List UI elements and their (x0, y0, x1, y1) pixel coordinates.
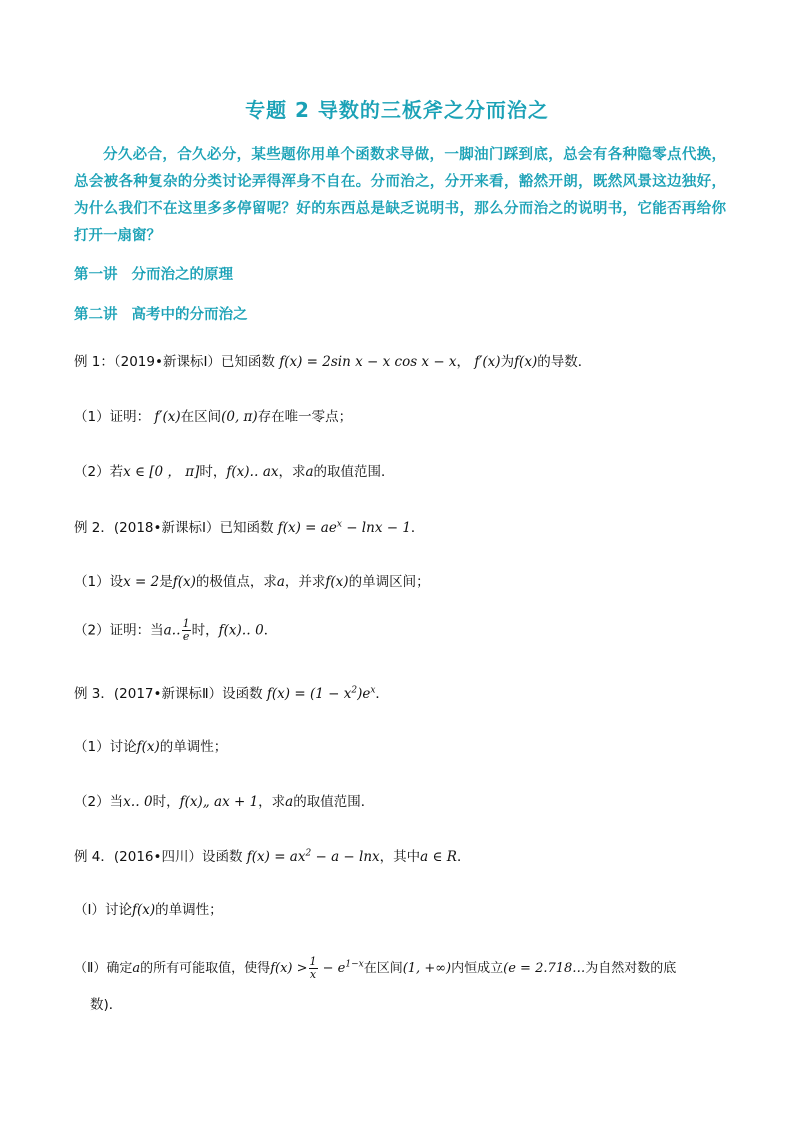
text: 在区间 (180, 409, 222, 425)
text: （2）证明：当 (74, 622, 164, 639)
example-4-part-1 (74, 898, 223, 918)
text: 的单调区间； (348, 574, 430, 590)
text: （Ⅰ）讨论 (74, 902, 132, 918)
example-2-part-2 (74, 618, 277, 643)
text: ，并求 (284, 574, 326, 590)
math-expression: f(x) (136, 739, 160, 755)
lecture-name: 分而治之的原理 (131, 267, 233, 283)
math-expression: f′(x) (474, 354, 501, 370)
math-expression: f(x)‥ 0 (218, 622, 264, 639)
math-expression: f(x) (514, 354, 538, 370)
exponent: 1−x (345, 959, 364, 970)
lecture-2 (74, 303, 248, 324)
text: （Ⅱ）确定 (74, 961, 133, 976)
text: 的单调性； (159, 739, 228, 755)
example-3-part-2 (74, 790, 374, 810)
text: 的单调性； (155, 902, 223, 918)
example-1-statement (74, 350, 591, 370)
math-expression: f(x) = ax (246, 849, 306, 865)
math-expression: f(x)„ ax + 1 (179, 794, 259, 810)
text: ，求 (278, 464, 306, 480)
text: 为自然对数的底 (585, 961, 677, 976)
text: 数)． (90, 997, 123, 1013)
math-expression: f(x) (172, 574, 196, 590)
example-3-statement (74, 682, 389, 702)
math-expression: − e (318, 961, 346, 976)
text: 时， (191, 622, 219, 639)
lecture-1 (74, 263, 233, 284)
example-label: 例 2．(2018•新课标Ⅰ）已知函数 (74, 520, 274, 536)
intro-paragraph: 分久必合，合久必分，某些题你用单个函数求导做，一脚油门踩到底，总会有各种隐零点代换，总会被各种复杂的分类讨论弄得浑身不自在。分而治之，分开来看，豁然开朗，既然风景这边独好，为什么我们不在这里多多停留呢？好的东西总是缺乏说明书，那么分而治之的说明书，它能否再给你打开一扇窗？ (74, 147, 726, 244)
math-expression: a ∈ R (420, 849, 457, 865)
math-expression: f(x) (131, 902, 156, 918)
example-2-part-1 (74, 570, 430, 590)
text: 内恒成立 (451, 961, 504, 976)
math-expression: f(x) > (270, 961, 308, 976)
math-expression: (0, π) (221, 409, 258, 425)
fraction-denominator: e (182, 630, 190, 643)
example-3-part-1 (74, 735, 227, 755)
exponent: x (336, 519, 342, 530)
example-label: 例 1：（2019•新课标Ⅰ）已知函数 (74, 354, 275, 370)
text: 的所有可能取值，使得 (140, 961, 271, 976)
example-4-statement (74, 845, 470, 865)
text: ，其中 (379, 849, 421, 865)
math-expression: a (305, 464, 314, 480)
math-expression: f(x) = ae (277, 520, 337, 536)
example-2-statement (74, 516, 424, 536)
text: 时， (199, 464, 227, 480)
text: ． (375, 686, 389, 702)
math-expression: (e = 2.718… (503, 961, 586, 976)
math-expression: a (285, 794, 294, 810)
fraction (182, 618, 191, 643)
example-label: 例 4．(2016•四川）设函数 (74, 849, 243, 865)
math-expression: − lnx − 1 (341, 520, 411, 536)
text: （1）证明： (74, 409, 151, 425)
text: 的取值范围． (293, 794, 375, 810)
text: （1）讨论 (74, 739, 137, 755)
math-expression: a (132, 961, 141, 976)
example-label: 例 3．(2017•新课标Ⅱ）设函数 (74, 686, 263, 702)
lecture-number: 第一讲 (74, 267, 118, 283)
math-expression: a (276, 574, 285, 590)
text: ， (456, 354, 471, 370)
lecture-number: 第二讲 (74, 307, 118, 323)
fraction-denominator: x (309, 968, 317, 981)
fraction-numerator: 1 (182, 617, 190, 630)
exponent: x (370, 685, 376, 696)
math-expression: f(x)‥ ax (226, 464, 279, 480)
text: ． (263, 622, 278, 639)
text: （1）设 (74, 574, 124, 590)
exponent: 2 (305, 848, 312, 859)
text: 时， (152, 794, 180, 810)
math-expression: x‥ 0 (123, 794, 153, 810)
lecture-name: 高考中的分而治之 (131, 307, 248, 323)
text: 是 (159, 574, 173, 590)
exponent: 2 (351, 685, 358, 696)
math-expression: f(x) = 2sin x − x cos x − x (279, 354, 457, 370)
text: （2）若 (74, 464, 124, 480)
example-4-part-2 (74, 956, 676, 981)
math-expression: x = 2 (123, 574, 160, 590)
text: 的取值范围． (313, 464, 395, 480)
text: 为 (500, 354, 515, 370)
text: ． (410, 520, 425, 536)
math-expression: x ∈ [0 ， π] (123, 464, 200, 480)
text: （2）当 (74, 794, 124, 810)
fraction (309, 956, 318, 981)
math-expression: − a − lnx (311, 849, 380, 865)
math-expression: f′(x) (154, 409, 181, 425)
fraction-numerator: 1 (309, 955, 317, 968)
text: ． (456, 849, 471, 865)
text: 存在唯一零点； (257, 409, 353, 425)
example-1-part-2 (74, 460, 395, 480)
math-expression: f(x) (325, 574, 349, 590)
math-expression: (1, +∞) (402, 961, 452, 976)
example-4-part-2-continued (90, 993, 122, 1013)
page-title: 专题 2 导数的三板斧之分而治之 (245, 98, 549, 122)
math-expression: a‥ (163, 622, 181, 639)
math-expression: f(x) = (1 − x (266, 686, 352, 702)
text: 的极值点，求 (195, 574, 277, 590)
math-expression: )e (357, 686, 371, 702)
text: ，求 (258, 794, 286, 810)
example-1-part-1 (74, 405, 352, 425)
text: 在区间 (363, 961, 403, 976)
text: 的导数． (537, 354, 592, 370)
